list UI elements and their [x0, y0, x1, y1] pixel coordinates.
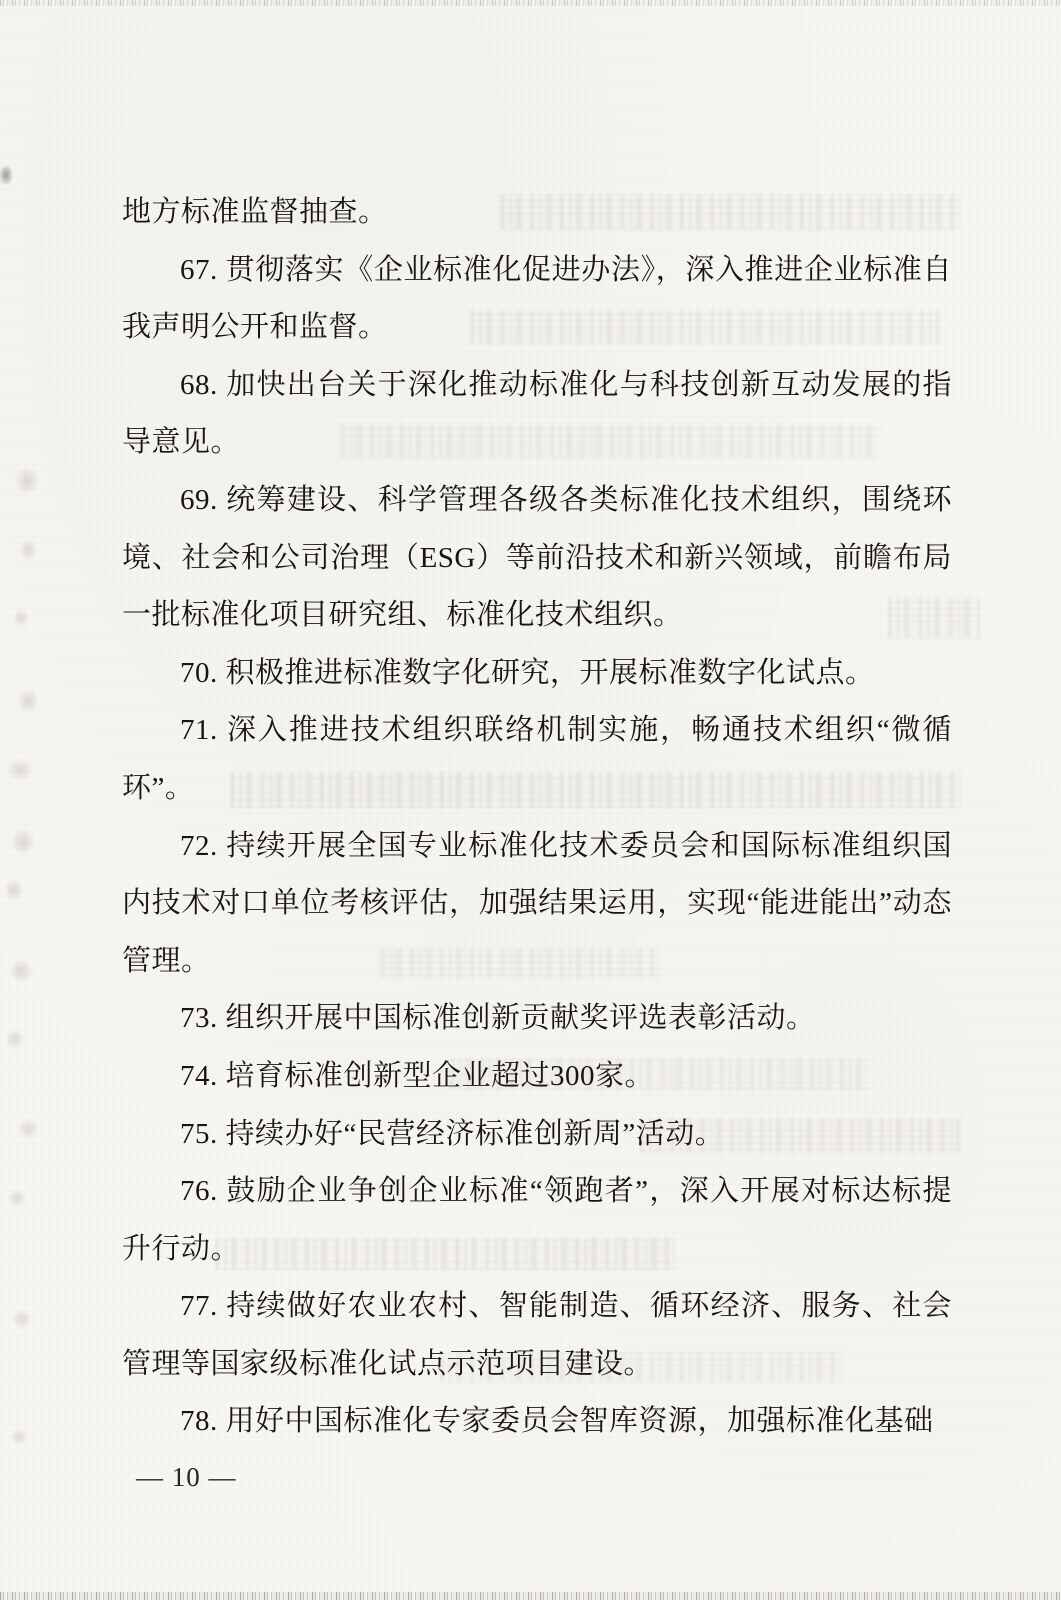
margin-smudge: [9, 1190, 25, 1206]
scan-noise-top-edge: [0, 0, 1061, 6]
margin-smudge: [18, 1120, 38, 1138]
document-paragraph: 71. 深入推进技术组织联络机制实施，畅通技术组织“微循环”。: [122, 714, 952, 804]
document-paragraph: 77. 持续做好农业农村、智能制造、循环经济、服务、社会管理等国家级标准化试点示范项目建设。: [122, 1290, 952, 1380]
document-paragraph: 76. 鼓励企业争创企业标准“领跑者”，深入开展对标达标提升行动。: [122, 1175, 952, 1265]
margin-smudge: [6, 1030, 24, 1048]
margin-smudge: [12, 830, 34, 854]
document-paragraph: 69. 统筹建设、科学管理各级各类标准化技术组织，围绕环境、社会和公司治理（ESG）等前沿技术和新兴领域，前瞻布局一批标准化项目研究组、标准化技术组织。: [122, 483, 952, 632]
document-paragraph: 75. 持续办好“民营经济标准创新周”活动。: [180, 1117, 725, 1150]
document-paragraph: 地方标准监督抽查。: [122, 196, 388, 228]
margin-smudge: [13, 1310, 31, 1328]
margin-smudge: [11, 1430, 27, 1444]
margin-smudge: [14, 610, 28, 626]
margin-smudge: [20, 540, 36, 560]
margin-smudge: [5, 880, 23, 900]
page-number: — 10 —: [136, 1462, 237, 1492]
document-paragraph: 73. 组织开展中国标准创新贡献奖评选表彰活动。: [180, 1002, 816, 1035]
margin-smudge: [16, 468, 38, 494]
document-paragraph: 74. 培育标准创新型企业超过300家。: [180, 1059, 655, 1092]
margin-smudge: [8, 760, 32, 780]
margin-smudge: [0, 166, 12, 184]
document-paragraph: 68. 加快出台关于深化推动标准化与科技创新互动发展的指导意见。: [122, 368, 952, 459]
document-paragraph: 78. 用好中国标准化专家委员会智库资源，加强标准化基础: [180, 1405, 934, 1438]
document-paragraph: 72. 持续开展全国专业标准化技术委员会和国际标准组织国内技术对口单位考核评估，加强结果运用，实现“能进能出”动态管理。: [122, 829, 952, 977]
document-paragraph: 70. 积极推进标准数字化研究，开展标准数字化试点。: [180, 656, 875, 689]
scan-noise-bottom-edge: [0, 1592, 1061, 1600]
document-body-text: [122, 184, 952, 1451]
document-paragraph: 67. 贯彻落实《企业标准化促进办法》，深入推进企业标准自我声明公开和监督。: [122, 253, 952, 344]
margin-smudge: [18, 690, 38, 712]
margin-smudge: [10, 960, 32, 982]
